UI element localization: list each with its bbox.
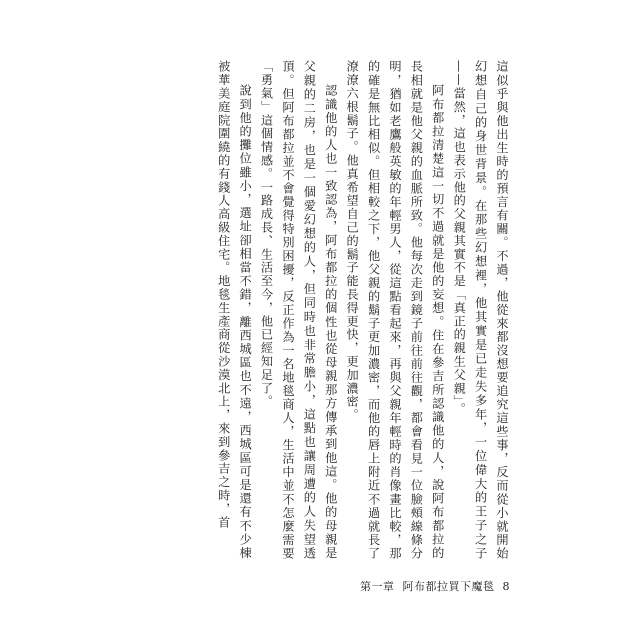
- page-number: 8: [502, 580, 510, 593]
- chapter-label: 第一章: [360, 580, 395, 593]
- paragraph: 說到他的攤位雖小，選址卻相當不錯，離西城區也不遠，西城區可是還有不少棟被華美庭院圍繞的有錢人高級住宅。地毯生產商從沙漠北上，來到參吉之時，首: [216, 60, 253, 560]
- paragraph: 認識他的人也一致認為，阿布都拉的個性也從母親那方傳承到他這。他的母親是父親的二房，也是一個愛幻想的人，但同時也非常膽小，這點也讓周遭的人失望透頂。但阿布都拉並不會覺得特別困擾，反正作為一名地毯商人，生活中並不怎麼需要「勇氣」這個情感。一路成長、生活至今，他已經知足了。: [259, 60, 338, 560]
- page-footer: [352, 578, 510, 594]
- chapter-title: 阿布都拉買下魔毯: [402, 580, 495, 593]
- body-text: [142, 60, 512, 560]
- paragraph: 阿布都拉清楚這一切不過就是他的妄想。住在參吉所認識他的人，說阿布都拉的長相就是他父親的血脈所致。他每次走到鏡子前往前往觀，都會看見一位臉頰線條分明，猶如老鷹般英敏的年輕男人，從這點看起來，再與父親年輕時的肖像畫比較，那的確是無比相似。但相較之下，他父親的鬍子更加濃密，而他的唇上附近不過就長了潦潦六根鬍子。他真希望自己的鬍子能長得更快，更加濃密。: [345, 60, 445, 560]
- paragraph: 這似乎與他出生時的預言有關。不過，他從來都沒想要追究這些事，反而從小就開始幻想自己的身世背景。在那些幻想裡，他其實是已走失多年，一位偉大的王子之子——當然，這也表示他的父親其實不是「真正的親生父親」。: [452, 60, 509, 560]
